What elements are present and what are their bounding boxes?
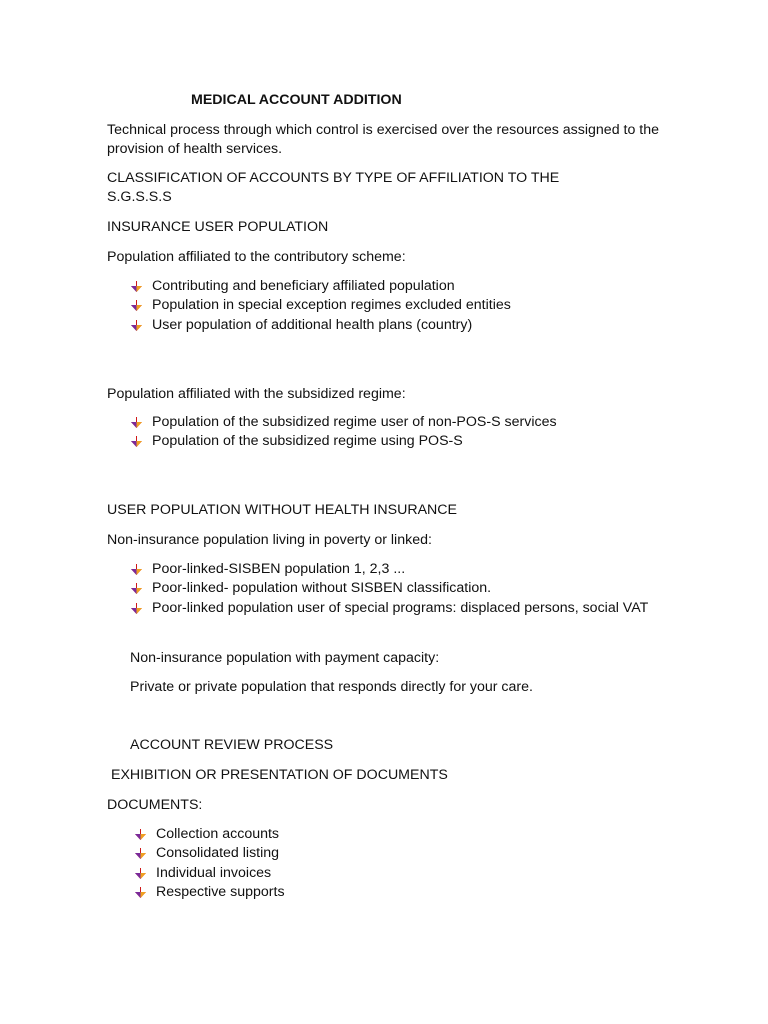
documents-list <box>134 825 285 902</box>
arrow-bullet-icon <box>134 868 147 880</box>
list-item <box>134 844 285 863</box>
list-item-text: Poor-linked population user of special programs: displaced persons, social VAT <box>152 599 649 616</box>
private-label: Private or private population that responds directly for your care. <box>130 679 533 695</box>
list-item-text: Collection accounts <box>156 826 280 842</box>
list-item-text: Respective supports <box>156 883 285 900</box>
arrow-bullet-icon <box>130 320 143 332</box>
list-item <box>130 413 557 432</box>
poverty-label: Non-insurance population living in poverty or linked: <box>107 532 432 548</box>
arrow-bullet-icon <box>130 300 143 312</box>
arrow-bullet-icon <box>134 829 147 841</box>
list-item-text: Poor-linked- population without SISBEN classification. <box>152 580 492 597</box>
exhibition-heading: EXHIBITION OR PRESENTATION OF DOCUMENTS <box>111 767 448 783</box>
list-item <box>130 316 511 335</box>
contributory-label: Population affiliated to the contributory scheme: <box>107 249 406 265</box>
list-item-text: Population of the subsidized regime user of non-POS-S services <box>152 414 557 430</box>
arrow-bullet-icon <box>130 417 143 429</box>
documents-label: DOCUMENTS: <box>107 797 203 813</box>
list-item <box>130 579 670 598</box>
list-item <box>134 883 285 902</box>
list-item <box>134 864 285 883</box>
list-item <box>130 560 670 579</box>
list-item-text: User population of additional health plans (country) <box>152 316 473 333</box>
list-item-text: Consolidated listing <box>156 845 280 862</box>
intro-paragraph: Technical process through which control is exercised over the resources assigned to the provision of health services. <box>107 122 660 157</box>
contributory-list <box>130 277 511 335</box>
list-item <box>130 277 511 296</box>
list-item <box>134 825 285 844</box>
no-insurance-heading: USER POPULATION WITHOUT HEALTH INSURANCE <box>107 502 457 518</box>
review-heading: ACCOUNT REVIEW PROCESS <box>130 737 334 753</box>
list-item <box>130 599 670 618</box>
list-item-text: Population in special exception regimes excluded entities <box>152 297 511 314</box>
subsidized-label: Population affiliated with the subsidized regime: <box>107 386 406 402</box>
insurance-heading: INSURANCE USER POPULATION <box>107 219 329 235</box>
arrow-bullet-icon <box>134 848 147 860</box>
arrow-bullet-icon <box>130 564 143 576</box>
arrow-bullet-icon <box>130 583 143 595</box>
arrow-bullet-icon <box>134 887 147 899</box>
list-item-text: Population of the subsidized regime using POS-S <box>152 433 463 450</box>
list-item <box>130 432 557 451</box>
classification-heading: CLASSIFICATION OF ACCOUNTS BY TYPE OF AFFILIATION TO THE S.G.S.S.S <box>107 170 560 205</box>
list-item-text: Poor-linked-SISBEN population 1, 2,3 ... <box>152 561 406 577</box>
document-title: MEDICAL ACCOUNT ADDITION <box>191 92 402 108</box>
list-item-text: Individual invoices <box>156 864 272 881</box>
list-item <box>130 296 511 315</box>
poverty-list <box>130 560 670 618</box>
arrow-bullet-icon <box>130 603 143 615</box>
payment-label: Non-insurance population with payment capacity: <box>130 650 440 666</box>
subsidized-list <box>130 413 557 452</box>
list-item-text: Contributing and beneficiary affiliated population <box>152 278 455 294</box>
arrow-bullet-icon <box>130 436 143 448</box>
arrow-bullet-icon <box>130 281 143 293</box>
